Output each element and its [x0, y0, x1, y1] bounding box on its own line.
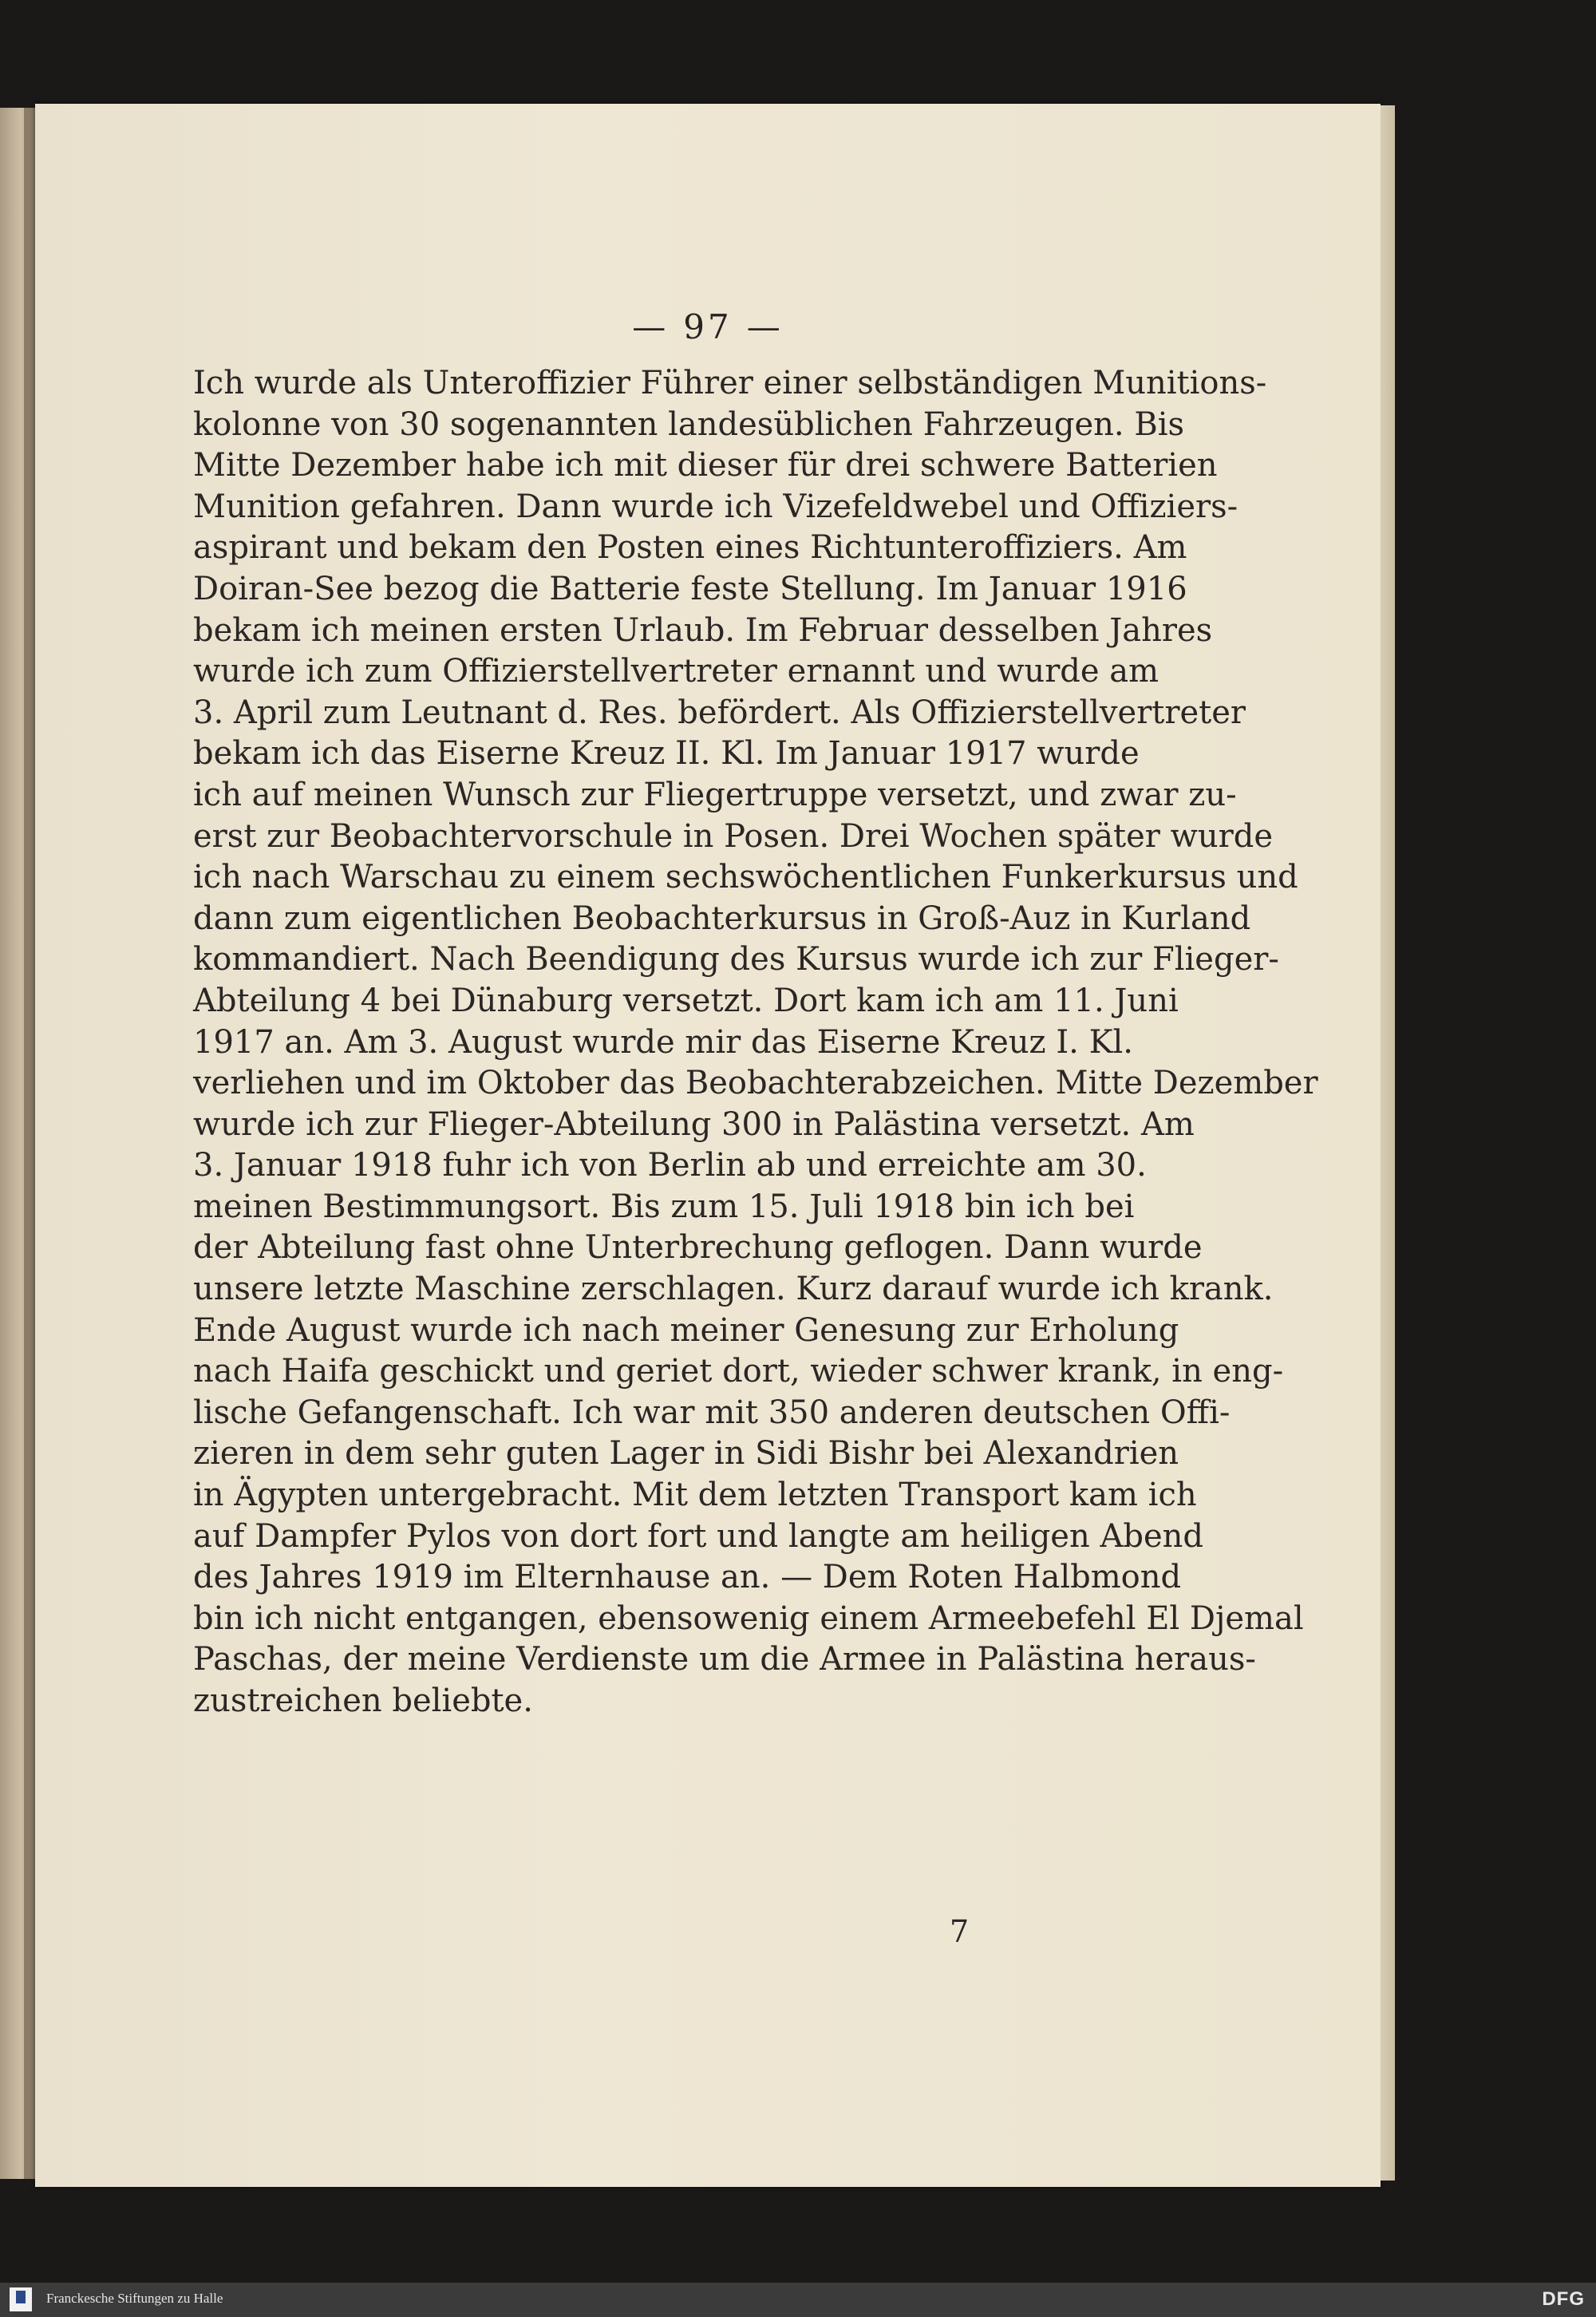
page-header	[35, 307, 1381, 346]
text-line: unsere letzte Maschine zerschlagen. Kurz darauf wurde ich krank.	[193, 1271, 1274, 1308]
text-line: Ende August wurde ich nach meiner Genesung zur Erholung	[193, 1311, 1179, 1349]
text-line: bin ich nicht entgangen, ebensowenig einem Armeebefehl El Djemal	[193, 1599, 1304, 1637]
page-number: 97	[683, 307, 733, 346]
text-line: Abteilung 4 bei Dünaburg versetzt. Dort kam ich am 11. Juni	[193, 982, 1179, 1019]
book-page	[35, 104, 1381, 2187]
text-line: wurde ich zur Flieger-Abteilung 300 in Palästina versetzt. Am	[193, 1105, 1195, 1143]
text-line: 3. April zum Leutnant d. Res. befördert. Als Offizierstellvertreter	[193, 694, 1246, 731]
text-line: kolonne von 30 sogenannten landesüblichen Fahrzeugen. Bis	[193, 405, 1185, 443]
text-line: bekam ich das Eiserne Kreuz II. Kl. Im Januar 1917 wurde	[193, 735, 1140, 773]
text-line: Munition gefahren. Dann wurde ich Vizefeldwebel und Offiziers-	[193, 488, 1238, 525]
text-line: erst zur Beobachtervorschule in Posen. Drei Wochen später wurde	[193, 817, 1274, 855]
header-dash-left: —	[632, 307, 670, 346]
institution-name: Franckesche Stiftungen zu Halle	[46, 2291, 223, 2306]
text-line: verliehen und im Oktober das Beobachterabzeichen. Mitte Dezember	[193, 1065, 1318, 1102]
text-line: 1917 an. Am 3. August wurde mir das Eiserne Kreuz I. Kl.	[193, 1023, 1133, 1061]
text-line: zieren in dem sehr guten Lager in Sidi Bishr bei Alexandrien	[193, 1435, 1179, 1473]
header-dash-right: —	[746, 307, 784, 346]
text-line: des Jahres 1919 im Elternhause an. — Dem Roten Halbmond	[193, 1559, 1182, 1596]
text-line: dann zum eigentlichen Beobachterkursus in Groß-Auz in Kurland	[193, 900, 1251, 937]
text-line: kommandiert. Nach Beendigung des Kursus wurde ich zur Flieger-	[193, 941, 1279, 979]
printer-signature-mark: 7	[950, 1914, 970, 1949]
text-line: Paschas, der meine Verdienste um die Armee in Palästina heraus-	[193, 1641, 1256, 1678]
text-line: ich nach Warschau zu einem sechswöchentlichen Funkerkursus und	[193, 859, 1298, 896]
text-line: auf Dampfer Pylos von dort fort und langte am heiligen Abend	[193, 1517, 1203, 1555]
institution-logo-mark-icon	[16, 2291, 26, 2303]
text-line: nach Haifa geschickt und geriet dort, wieder schwer krank, in eng-	[193, 1353, 1284, 1390]
text-line: Ich wurde als Unteroffizier Führer einer selbständigen Munitions-	[193, 365, 1267, 401]
text-line: meinen Bestimmungsort. Bis zum 15. Juli 1918 bin ich bei	[193, 1188, 1135, 1225]
text-line: aspirant und bekam den Posten eines Richtunteroffiziers. Am	[193, 529, 1187, 567]
body-text	[193, 363, 1318, 1722]
text-line: ich auf meinen Wunsch zur Fliegertruppe versetzt, und zwar zu-	[193, 776, 1237, 813]
text-line: Doiran-See bezog die Batterie feste Stellung. Im Januar 1916	[193, 570, 1187, 607]
text-line: lische Gefangenschaft. Ich war mit 350 anderen deutschen Offi-	[193, 1394, 1231, 1431]
text-line: 3. Januar 1918 fuhr ich von Berlin ab und erreichte am 30.	[193, 1147, 1147, 1184]
page-edge	[1381, 105, 1395, 2181]
footer-bar	[0, 2283, 1596, 2317]
previous-page-fold	[24, 108, 35, 2179]
text-line: der Abteilung fast ohne Unterbrechung geflogen. Dann wurde	[193, 1229, 1203, 1267]
text-line: wurde ich zum Offizierstellvertreter ernannt und wurde am	[193, 653, 1159, 690]
text-line: in Ägypten untergebracht. Mit dem letzten Transport kam ich	[193, 1477, 1197, 1514]
text-line: zustreichen beliebte.	[193, 1682, 533, 1719]
text-line: Mitte Dezember habe ich mit dieser für drei schwere Batterien	[193, 447, 1218, 484]
dfg-logo: DFG	[1542, 2288, 1585, 2310]
text-line: bekam ich meinen ersten Urlaub. Im Februar desselben Jahres	[193, 611, 1213, 649]
